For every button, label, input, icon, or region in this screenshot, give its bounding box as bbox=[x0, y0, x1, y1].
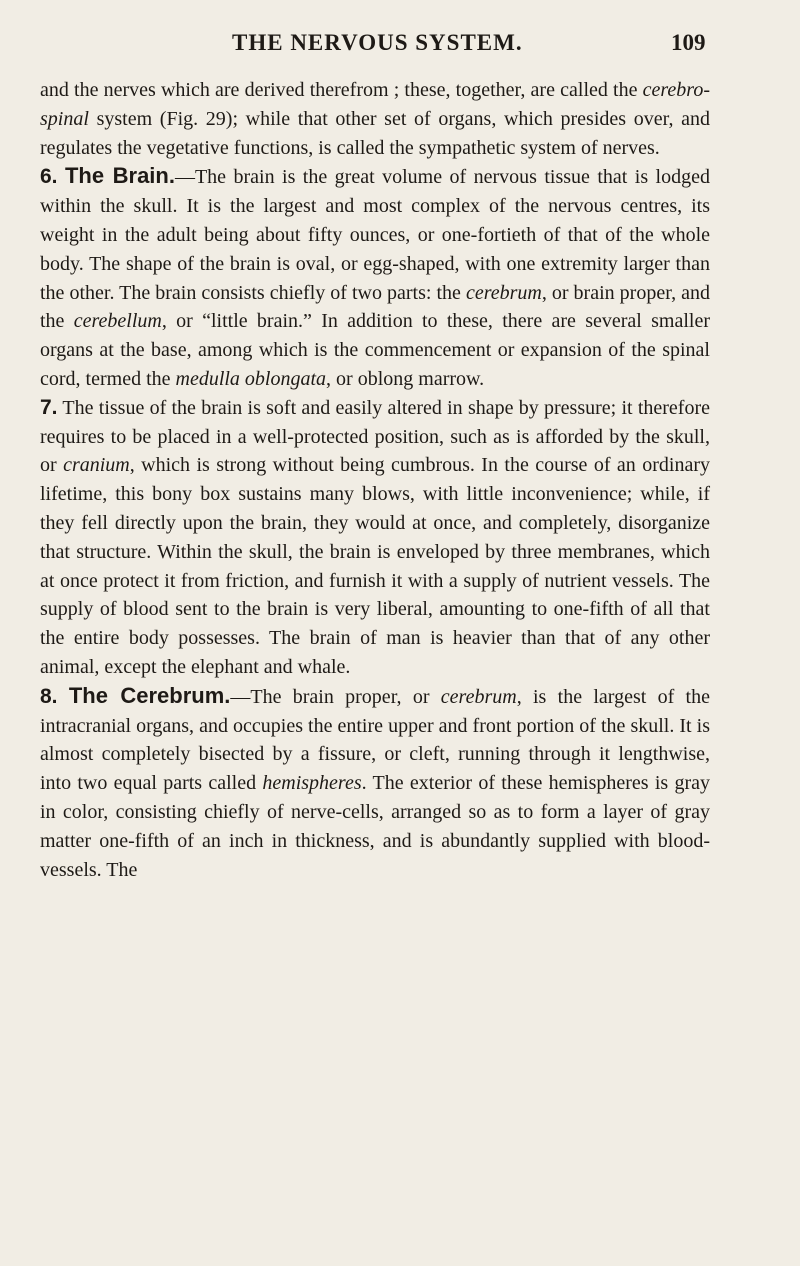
section-7: 7. The tissue of the brain is soft and easily altered in shape by pressure; it therefore requires to be placed in a well-protected position, such as is afforded by the skull, or cranium, which is strong without being cumbrous. In the course of an ordinary lifetime, this bony box sustains many blows, with little inconvenience; while, if they fell directly upon the brain, they would at once, and completely, disorganize that structure. Within the skull, the brain is enveloped by three membranes, which at once protect it from friction, and furnish it with a supply of nutrient vessels. The supply of blood sent to the brain is very liberal, amounting to one-fifth of all that the entire body possesses. The brain of man is heavier than that of any other animal, except the elephant and whale. bbox=[40, 395, 710, 678]
page-header bbox=[0, 30, 800, 60]
running-head: THE NERVOUS SYSTEM. bbox=[232, 30, 523, 55]
section-6-the-brain: 6. The Brain.—The brain is the great volume of nervous tissue that is lodged within the skull. It is the largest and most complex of the nervous centres, its weight in the adult being about fifty ounces, or one-fortieth of that of the whole body. The shape of the brain is oval, or egg-shaped, with one extremity larger than the other. The brain consists chiefly of two parts: the cerebrum, or brain proper, and the cerebellum, or “little brain.” In addition to these, there are several smaller organs at the base, among which is the commencement or expansion of the spinal cord, termed the medulla oblongata, or oblong marrow. bbox=[40, 163, 710, 390]
section-heading: The Cerebrum. bbox=[68, 682, 231, 708]
body-text bbox=[40, 76, 710, 884]
paragraph-continuation: and the nerves which are derived therefrom ; these, together, are called the cerebro-spinal system (Fig. 29); while that other set of organs, which presides over, and regulates the vegetative functions, is called the sympathetic system of nerves. bbox=[40, 79, 710, 159]
section-number: 7. bbox=[40, 395, 58, 419]
section-heading: The Brain. bbox=[64, 163, 175, 189]
section-8-the-cerebrum: 8. The Cerebrum.—The brain proper, or cerebrum, is the largest of the intracranial organs, and occupies the entire upper and front portion of the skull. It is almost completely bisected by a fissure, or cleft, running through it lengthwise, into two equal parts called hemispheres. The exterior of these hemispheres is gray in color, consisting chiefly of nerve-cells, arranged so as to form a layer of gray matter one-fifth of an inch in thickness, and is abundantly supplied with blood-vessels. The bbox=[40, 682, 710, 881]
section-number: 8. bbox=[40, 684, 58, 708]
section-number: 6. bbox=[40, 165, 58, 189]
page-number: 109 bbox=[671, 30, 706, 55]
